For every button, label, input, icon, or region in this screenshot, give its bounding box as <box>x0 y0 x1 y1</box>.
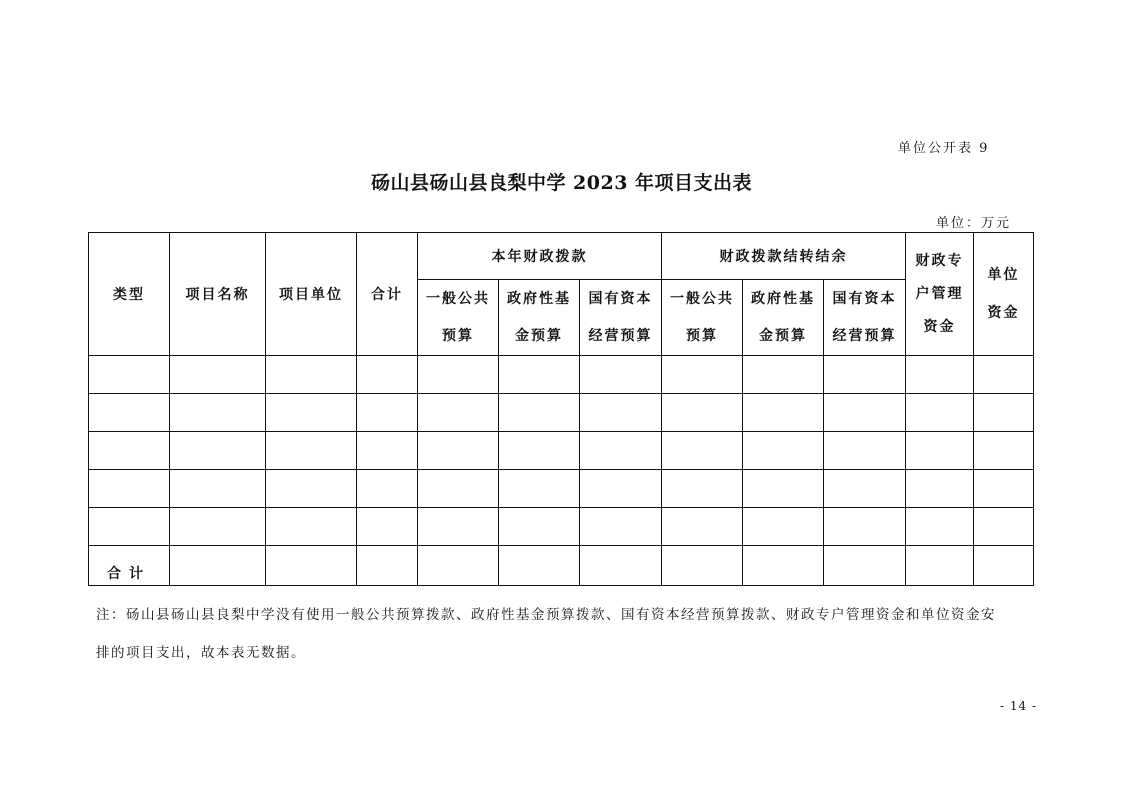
table-cell <box>418 394 499 432</box>
table-cell <box>357 394 418 432</box>
table-cell <box>743 394 824 432</box>
subheader-cell <box>418 280 499 356</box>
table-cell <box>824 356 906 394</box>
project-expenditure-table <box>88 232 1034 586</box>
unit-label: 单位：万元 <box>936 216 1012 231</box>
table-cell <box>170 546 266 586</box>
header-type: 类型 <box>89 233 170 356</box>
header-unitfund-line2: 资金 <box>987 305 1020 321</box>
table-cell <box>266 356 357 394</box>
table-cell <box>906 508 974 546</box>
table-cell <box>357 470 418 508</box>
table-cell <box>743 508 824 546</box>
table-row <box>89 356 1034 394</box>
table-cell <box>89 432 170 470</box>
table-cell <box>170 432 266 470</box>
subheader-cell <box>743 280 824 356</box>
header-special-account-fund <box>906 233 974 356</box>
subheader-line2: 预算 <box>686 327 719 344</box>
header-row-1 <box>89 233 1034 280</box>
table-cell <box>499 432 580 470</box>
header-group-carryover: 财政拨款结转结余 <box>662 233 906 280</box>
header-special-line2: 户管理 <box>915 285 964 302</box>
table-cell <box>662 356 743 394</box>
table-cell <box>743 356 824 394</box>
footnote-line2: 排的项目支出，故本表无数据。 <box>96 645 306 661</box>
footnote <box>96 596 1036 672</box>
table-cell <box>89 470 170 508</box>
table-cell <box>824 470 906 508</box>
table-cell <box>974 356 1034 394</box>
header-special-line1: 财政专 <box>915 252 964 269</box>
table-cell <box>580 356 662 394</box>
table-cell <box>580 546 662 586</box>
table-cell <box>824 394 906 432</box>
table-cell <box>974 432 1034 470</box>
table-cell <box>580 432 662 470</box>
subheader-line2: 经营预算 <box>832 327 897 344</box>
table-cell <box>170 356 266 394</box>
table-cell <box>418 470 499 508</box>
footnote-line1: 注：砀山县砀山县良梨中学没有使用一般公共预算拨款、政府性基金预算拨款、国有资本经营预算拨款、财政专户管理资金和单位资金安 <box>96 607 996 623</box>
subheader-line2: 金预算 <box>515 327 563 344</box>
table-cell <box>266 394 357 432</box>
header-total: 合计 <box>357 233 418 356</box>
table-cell <box>499 470 580 508</box>
table-row <box>89 432 1034 470</box>
table-cell <box>824 432 906 470</box>
subheader-line1: 一般公共 <box>670 290 735 307</box>
table-cell <box>170 508 266 546</box>
header-unit-fund <box>974 233 1034 356</box>
table-cell <box>906 470 974 508</box>
table-cell <box>974 546 1034 586</box>
table-cell <box>357 432 418 470</box>
table-row <box>89 394 1034 432</box>
table-cell <box>418 432 499 470</box>
table-cell <box>266 546 357 586</box>
table-cell <box>89 394 170 432</box>
table-cell <box>974 470 1034 508</box>
table-cell <box>906 546 974 586</box>
table-cell <box>418 508 499 546</box>
table-cell <box>974 394 1034 432</box>
table-cell <box>170 394 266 432</box>
subheader-line1: 国有资本 <box>588 290 653 307</box>
table-cell <box>499 394 580 432</box>
subheader-line1: 政府性基 <box>751 290 816 307</box>
subheader-cell <box>499 280 580 356</box>
table-cell <box>580 394 662 432</box>
table-number-tag: 单位公开表 9 <box>898 141 990 156</box>
table-cell <box>266 508 357 546</box>
subheader-line2: 预算 <box>442 327 474 344</box>
table-cell <box>743 470 824 508</box>
page-title: 砀山县砀山县良梨中学 2023 年项目支出表 <box>370 172 753 194</box>
table-cell <box>418 546 499 586</box>
table-cell <box>662 470 743 508</box>
table-row <box>89 508 1034 546</box>
table-cell <box>580 508 662 546</box>
table-cell <box>662 432 743 470</box>
header-group-current-year: 本年财政拨款 <box>418 233 662 280</box>
header-special-line3: 资金 <box>923 318 956 335</box>
total-row-label: 合计 <box>89 546 170 586</box>
page-number: - 14 - <box>1000 699 1038 713</box>
subheader-cell <box>580 280 662 356</box>
table-cell <box>170 470 266 508</box>
table-cell <box>266 432 357 470</box>
table-cell <box>357 546 418 586</box>
subheader-line1: 一般公共 <box>426 290 490 307</box>
header-unitfund-line1: 单位 <box>987 267 1020 283</box>
table-cell <box>743 432 824 470</box>
table-cell <box>906 394 974 432</box>
subheader-cell <box>662 280 743 356</box>
table-cell <box>824 546 906 586</box>
table-cell <box>580 470 662 508</box>
header-project-name: 项目名称 <box>170 233 266 356</box>
table-cell <box>499 546 580 586</box>
total-row <box>89 546 1034 586</box>
table-cell <box>662 394 743 432</box>
table-cell <box>418 356 499 394</box>
subheader-cell <box>824 280 906 356</box>
table-cell <box>906 432 974 470</box>
table-row <box>89 470 1034 508</box>
table-cell <box>662 508 743 546</box>
table-cell <box>357 508 418 546</box>
subheader-line2: 经营预算 <box>588 327 653 344</box>
subheader-line2: 金预算 <box>759 327 808 344</box>
table-cell <box>499 508 580 546</box>
table-cell <box>743 546 824 586</box>
table-cell <box>824 508 906 546</box>
table-cell <box>906 356 974 394</box>
subheader-line1: 政府性基 <box>507 290 571 307</box>
table-cell <box>499 356 580 394</box>
table-cell <box>266 470 357 508</box>
table-cell <box>89 356 170 394</box>
table-cell <box>357 356 418 394</box>
subheader-line1: 国有资本 <box>832 290 897 307</box>
table-cell <box>974 508 1034 546</box>
table-cell <box>89 508 170 546</box>
table-cell <box>662 546 743 586</box>
header-project-unit: 项目单位 <box>266 233 357 356</box>
